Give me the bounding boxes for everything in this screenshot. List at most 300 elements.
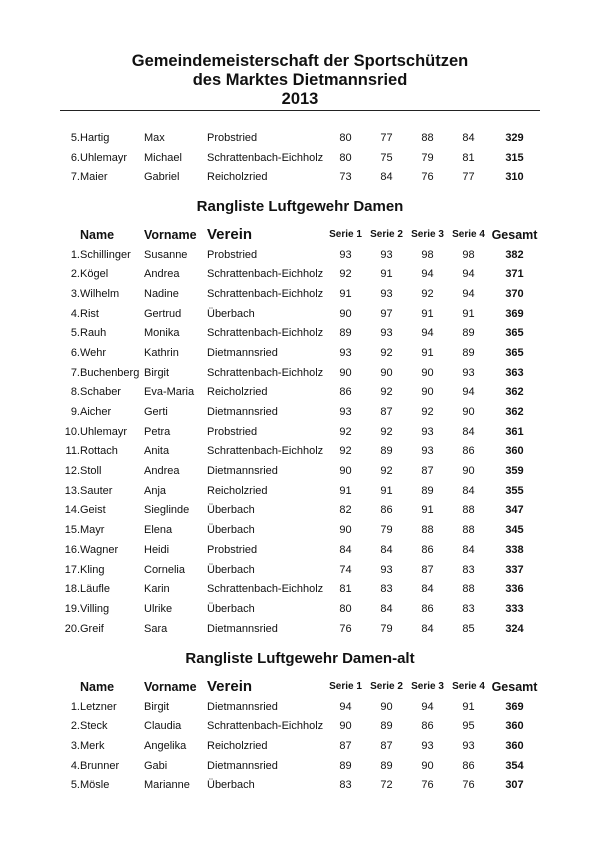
club-cell: Überbach [207, 524, 255, 537]
first-name-cell: Gertrud [144, 307, 182, 320]
serie-4-cell: 94 [462, 268, 475, 281]
surname-cell: Maier [80, 171, 108, 184]
serie-3-cell: 94 [421, 327, 434, 340]
serie-4-cell: 84 [462, 425, 475, 438]
table-row [60, 422, 540, 442]
first-name-cell: Kathrin [144, 346, 179, 359]
serie-4-cell: 83 [462, 602, 475, 615]
surname-cell: Sauter [80, 484, 113, 497]
table-row [60, 383, 540, 403]
club-cell: Schrattenbach-Eichholz [207, 268, 324, 281]
rank-cell: 18. [64, 583, 80, 596]
first-name-cell: Sieglinde [144, 504, 190, 517]
table-body [60, 697, 540, 795]
serie-3-cell: 92 [421, 287, 434, 300]
total-cell: 363 [505, 366, 524, 379]
serie-4-cell: 84 [462, 543, 475, 556]
serie-2-cell: 84 [380, 171, 393, 184]
header-rank [60, 225, 80, 245]
table-row [60, 599, 540, 619]
serie-1-cell: 76 [339, 622, 352, 635]
surname-cell: Wagner [80, 543, 119, 556]
header-serie-3: Serie 3 [411, 681, 444, 693]
serie-2-cell: 92 [380, 386, 393, 399]
total-cell: 360 [505, 720, 524, 733]
first-name-cell: Monika [144, 327, 180, 340]
rank-cell: 16. [64, 543, 80, 556]
rank-cell: 14. [64, 504, 80, 517]
serie-4-cell: 86 [462, 759, 475, 772]
club-cell: Dietmannsried [207, 622, 278, 635]
serie-2-cell: 90 [380, 700, 393, 713]
surname-cell: Rauh [80, 327, 107, 340]
serie-1-cell: 93 [339, 248, 352, 261]
total-cell: 310 [505, 171, 524, 184]
table-body [60, 245, 540, 639]
serie-2-cell: 89 [380, 445, 393, 458]
first-name-cell: Birgit [144, 700, 170, 713]
serie-1-cell: 91 [339, 287, 352, 300]
serie-4-cell: 95 [462, 720, 475, 733]
club-cell: Reicholzried [207, 386, 268, 399]
club-cell: Schrattenbach-Eichholz [207, 327, 324, 340]
total-cell: 337 [505, 563, 524, 576]
serie-1-cell: 83 [339, 779, 352, 792]
first-name-cell: Nadine [144, 287, 179, 300]
serie-2-cell: 91 [380, 484, 393, 497]
table-body [60, 128, 540, 187]
total-cell: 329 [505, 131, 524, 144]
surname-cell: Läufle [80, 583, 110, 596]
table-row [60, 148, 540, 168]
serie-4-cell: 93 [462, 739, 475, 752]
first-name-cell: Gerti [144, 406, 168, 419]
serie-1-cell: 81 [339, 583, 352, 596]
table-row [60, 736, 540, 756]
table-row [60, 560, 540, 580]
header-serie-1: Serie 1 [329, 229, 362, 241]
surname-cell: Uhlemayr [80, 425, 128, 438]
header-title-line-2: des Marktes Dietmannsried [192, 71, 408, 89]
serie-2-cell: 89 [380, 720, 393, 733]
total-cell: 369 [505, 700, 524, 713]
club-cell: Dietmannsried [207, 700, 278, 713]
club-cell: Reicholzried [207, 484, 268, 497]
header-year: 2013 [281, 90, 319, 108]
rank-cell: 3. [70, 739, 80, 752]
serie-4-cell: 94 [462, 287, 475, 300]
club-cell: Probstried [207, 131, 258, 144]
results-table-continued [60, 128, 540, 187]
serie-4-cell: 90 [462, 465, 475, 478]
section-title-damen-alt: Rangliste Luftgewehr Damen-alt [185, 650, 415, 667]
serie-2-cell: 72 [380, 779, 393, 792]
serie-3-cell: 94 [421, 268, 434, 281]
table-header-row [60, 225, 540, 245]
serie-2-cell: 92 [380, 346, 393, 359]
total-cell: 324 [505, 622, 524, 635]
first-name-cell: Angelika [144, 739, 187, 752]
table-header-row [60, 677, 540, 697]
surname-cell: Mösle [80, 779, 110, 792]
section-title-damen: Rangliste Luftgewehr Damen [196, 198, 404, 215]
club-cell: Schrattenbach-Eichholz [207, 366, 324, 379]
header-serie-2: Serie 2 [370, 229, 403, 241]
surname-cell: Mayr [80, 524, 105, 537]
serie-2-cell: 93 [380, 248, 393, 261]
table-row [60, 343, 540, 363]
first-name-cell: Ulrike [144, 602, 173, 615]
first-name-cell: Anita [144, 445, 170, 458]
club-cell: Dietmannsried [207, 406, 278, 419]
serie-1-cell: 93 [339, 346, 352, 359]
serie-4-cell: 91 [462, 307, 475, 320]
total-cell: 336 [505, 583, 524, 596]
serie-4-cell: 81 [462, 151, 475, 164]
results-table-damen-alt [60, 677, 540, 795]
serie-2-cell: 92 [380, 425, 393, 438]
surname-cell: Schaber [80, 386, 121, 399]
header-serie-4: Serie 4 [452, 229, 485, 241]
rank-cell: 13. [64, 484, 80, 497]
table-row [60, 520, 540, 540]
total-cell: 362 [505, 386, 524, 399]
serie-3-cell: 94 [421, 700, 434, 713]
total-cell: 382 [505, 248, 524, 261]
serie-4-cell: 76 [462, 779, 475, 792]
serie-3-cell: 92 [421, 406, 434, 419]
header-title-line-1: Gemeindemeisterschaft der Sportschützen [131, 52, 469, 70]
serie-1-cell: 89 [339, 327, 352, 340]
serie-2-cell: 77 [380, 131, 393, 144]
total-cell: 369 [505, 307, 524, 320]
rank-cell: 7. [70, 171, 80, 184]
club-cell: Reicholzried [207, 739, 268, 752]
rank-cell: 17. [64, 563, 80, 576]
serie-4-cell: 88 [462, 583, 475, 596]
header-first-name: Vorname [144, 679, 197, 694]
serie-4-cell: 90 [462, 406, 475, 419]
rank-cell: 20. [64, 622, 80, 635]
first-name-cell: Andrea [144, 268, 180, 281]
total-cell: 355 [505, 484, 524, 497]
rank-cell: 1. [70, 248, 80, 261]
serie-1-cell: 84 [339, 543, 352, 556]
total-cell: 360 [505, 739, 524, 752]
serie-2-cell: 97 [380, 307, 393, 320]
serie-4-cell: 91 [462, 700, 475, 713]
header-name: Name [80, 227, 115, 242]
serie-4-cell: 94 [462, 386, 475, 399]
serie-1-cell: 93 [339, 406, 352, 419]
first-name-cell: Petra [144, 425, 171, 438]
serie-3-cell: 88 [421, 131, 434, 144]
first-name-cell: Max [144, 131, 165, 144]
header-total: Gesamt [491, 227, 538, 242]
table-row [60, 697, 540, 717]
surname-cell: Brunner [80, 759, 120, 772]
rank-cell: 19. [64, 602, 80, 615]
table-row [60, 128, 540, 148]
total-cell: 371 [505, 268, 524, 281]
serie-2-cell: 87 [380, 406, 393, 419]
serie-4-cell: 93 [462, 366, 475, 379]
table-row [60, 304, 540, 324]
total-cell: 354 [505, 759, 524, 772]
surname-cell: Wilhelm [80, 287, 120, 300]
surname-cell: Letzner [80, 700, 117, 713]
table-row [60, 775, 540, 795]
serie-2-cell: 87 [380, 739, 393, 752]
surname-cell: Kögel [80, 268, 109, 281]
club-cell: Schrattenbach-Eichholz [207, 720, 324, 733]
rank-cell: 3. [70, 287, 80, 300]
surname-cell: Rist [80, 307, 99, 320]
serie-2-cell: 75 [380, 151, 393, 164]
first-name-cell: Karin [144, 583, 170, 596]
table-row [60, 245, 540, 265]
serie-1-cell: 80 [339, 131, 352, 144]
table-row [60, 461, 540, 481]
first-name-cell: Cornelia [144, 563, 185, 576]
total-cell: 360 [505, 445, 524, 458]
total-cell: 307 [505, 779, 524, 792]
header-serie-4: Serie 4 [452, 681, 485, 693]
header-club: Verein [207, 226, 253, 244]
serie-4-cell: 86 [462, 445, 475, 458]
rank-cell: 11. [65, 445, 80, 458]
first-name-cell: Michael [144, 151, 182, 164]
rank-cell: 2. [70, 268, 80, 281]
serie-1-cell: 90 [339, 366, 352, 379]
rank-cell: 5. [70, 131, 80, 144]
surname-cell: Geist [80, 504, 106, 517]
serie-3-cell: 86 [421, 602, 434, 615]
club-cell: Schrattenbach-Eichholz [207, 151, 324, 164]
first-name-cell: Marianne [144, 779, 190, 792]
club-cell: Dietmannsried [207, 465, 278, 478]
rank-cell: 10. [64, 425, 80, 438]
club-cell: Überbach [207, 602, 255, 615]
total-cell: 370 [505, 287, 524, 300]
serie-1-cell: 94 [339, 700, 352, 713]
serie-2-cell: 84 [380, 543, 393, 556]
serie-1-cell: 89 [339, 759, 352, 772]
serie-1-cell: 80 [339, 151, 352, 164]
serie-3-cell: 89 [421, 484, 434, 497]
total-cell: 345 [505, 524, 524, 537]
table-row [60, 481, 540, 501]
club-cell: Probstried [207, 543, 258, 556]
table-row [60, 619, 540, 639]
header-serie-3: Serie 3 [411, 229, 444, 241]
first-name-cell: Birgit [144, 366, 170, 379]
club-cell: Dietmannsried [207, 759, 278, 772]
club-cell: Probstried [207, 248, 258, 261]
total-cell: 338 [505, 543, 524, 556]
rank-cell: 8. [70, 386, 80, 399]
serie-2-cell: 89 [380, 759, 393, 772]
serie-3-cell: 84 [421, 622, 434, 635]
serie-4-cell: 89 [462, 327, 475, 340]
club-cell: Reicholzried [207, 171, 268, 184]
document-header [0, 52, 600, 109]
serie-3-cell: 93 [421, 445, 434, 458]
total-cell: 361 [505, 425, 524, 438]
serie-1-cell: 90 [339, 465, 352, 478]
rank-cell: 2. [70, 720, 80, 733]
rank-cell: 4. [70, 307, 80, 320]
header-total: Gesamt [491, 679, 538, 694]
serie-4-cell: 88 [462, 524, 475, 537]
club-cell: Überbach [207, 307, 255, 320]
table-row [60, 540, 540, 560]
serie-4-cell: 88 [462, 504, 475, 517]
surname-cell: Hartig [80, 131, 110, 144]
serie-1-cell: 92 [339, 425, 352, 438]
serie-3-cell: 76 [421, 171, 434, 184]
table-row [60, 442, 540, 462]
serie-2-cell: 92 [380, 465, 393, 478]
first-name-cell: Anja [144, 484, 167, 497]
club-cell: Überbach [207, 779, 255, 792]
table-row [60, 402, 540, 422]
serie-4-cell: 84 [462, 131, 475, 144]
serie-4-cell: 83 [462, 563, 475, 576]
total-cell: 347 [505, 504, 524, 517]
serie-3-cell: 98 [421, 248, 434, 261]
serie-3-cell: 90 [421, 366, 434, 379]
total-cell: 359 [505, 465, 524, 478]
first-name-cell: Eva-Maria [144, 386, 195, 399]
serie-2-cell: 86 [380, 504, 393, 517]
total-cell: 362 [505, 406, 524, 419]
serie-3-cell: 91 [421, 307, 434, 320]
club-cell: Schrattenbach-Eichholz [207, 445, 324, 458]
serie-3-cell: 90 [421, 759, 434, 772]
serie-1-cell: 87 [339, 739, 352, 752]
rank-cell: 6. [70, 151, 80, 164]
serie-1-cell: 92 [339, 268, 352, 281]
rank-cell: 15. [64, 524, 80, 537]
results-table-damen [60, 225, 540, 638]
surname-cell: Stoll [80, 465, 102, 478]
club-cell: Dietmannsried [207, 346, 278, 359]
first-name-cell: Gabi [144, 759, 168, 772]
table-row [60, 363, 540, 383]
surname-cell: Rottach [80, 445, 118, 458]
serie-2-cell: 93 [380, 287, 393, 300]
serie-2-cell: 79 [380, 524, 393, 537]
serie-3-cell: 91 [421, 504, 434, 517]
serie-1-cell: 73 [339, 171, 352, 184]
rank-cell: 5. [70, 327, 80, 340]
first-name-cell: Sara [144, 622, 168, 635]
surname-cell: Wehr [80, 346, 107, 359]
table-row [60, 284, 540, 304]
surname-cell: Villing [80, 602, 110, 615]
serie-4-cell: 85 [462, 622, 475, 635]
club-cell: Schrattenbach-Eichholz [207, 583, 324, 596]
serie-4-cell: 77 [462, 171, 475, 184]
header-first-name: Vorname [144, 227, 197, 242]
surname-cell: Steck [80, 720, 108, 733]
club-cell: Überbach [207, 504, 255, 517]
table-row [60, 264, 540, 284]
first-name-cell: Elena [144, 524, 173, 537]
serie-3-cell: 76 [421, 779, 434, 792]
rank-cell: 7. [70, 366, 80, 379]
header-rank [60, 677, 80, 697]
serie-2-cell: 79 [380, 622, 393, 635]
serie-3-cell: 91 [421, 346, 434, 359]
header-serie-2: Serie 2 [370, 681, 403, 693]
serie-3-cell: 86 [421, 543, 434, 556]
serie-4-cell: 89 [462, 346, 475, 359]
serie-3-cell: 93 [421, 425, 434, 438]
serie-3-cell: 87 [421, 563, 434, 576]
surname-cell: Buchenberg [80, 366, 140, 379]
serie-2-cell: 83 [380, 583, 393, 596]
serie-1-cell: 80 [339, 602, 352, 615]
serie-1-cell: 90 [339, 307, 352, 320]
table-row [60, 501, 540, 521]
rank-cell: 4. [70, 759, 80, 772]
serie-1-cell: 91 [339, 484, 352, 497]
header-serie-1: Serie 1 [329, 681, 362, 693]
serie-3-cell: 84 [421, 583, 434, 596]
rank-cell: 1. [70, 700, 80, 713]
serie-4-cell: 84 [462, 484, 475, 497]
serie-1-cell: 82 [339, 504, 352, 517]
rank-cell: 5. [70, 779, 80, 792]
rank-cell: 12. [64, 465, 80, 478]
total-cell: 365 [505, 327, 524, 340]
total-cell: 365 [505, 346, 524, 359]
club-cell: Schrattenbach-Eichholz [207, 287, 324, 300]
serie-1-cell: 92 [339, 445, 352, 458]
rank-cell: 6. [70, 346, 80, 359]
serie-2-cell: 90 [380, 366, 393, 379]
first-name-cell: Andrea [144, 465, 180, 478]
serie-3-cell: 93 [421, 739, 434, 752]
serie-3-cell: 87 [421, 465, 434, 478]
first-name-cell: Gabriel [144, 171, 180, 184]
surname-cell: Schillinger [80, 248, 131, 261]
header-club: Verein [207, 678, 253, 696]
surname-cell: Kling [80, 563, 105, 576]
table-row [60, 756, 540, 776]
serie-2-cell: 93 [380, 327, 393, 340]
serie-1-cell: 86 [339, 386, 352, 399]
first-name-cell: Susanne [144, 248, 188, 261]
serie-4-cell: 98 [462, 248, 475, 261]
surname-cell: Greif [80, 622, 104, 635]
serie-2-cell: 91 [380, 268, 393, 281]
serie-1-cell: 90 [339, 720, 352, 733]
total-cell: 315 [505, 151, 524, 164]
serie-1-cell: 74 [339, 563, 352, 576]
serie-2-cell: 84 [380, 602, 393, 615]
serie-3-cell: 88 [421, 524, 434, 537]
table-row [60, 716, 540, 736]
first-name-cell: Claudia [144, 720, 182, 733]
table-row [60, 579, 540, 599]
rank-cell: 9. [70, 406, 80, 419]
serie-3-cell: 79 [421, 151, 434, 164]
total-cell: 333 [505, 602, 524, 615]
club-cell: Überbach [207, 563, 255, 576]
